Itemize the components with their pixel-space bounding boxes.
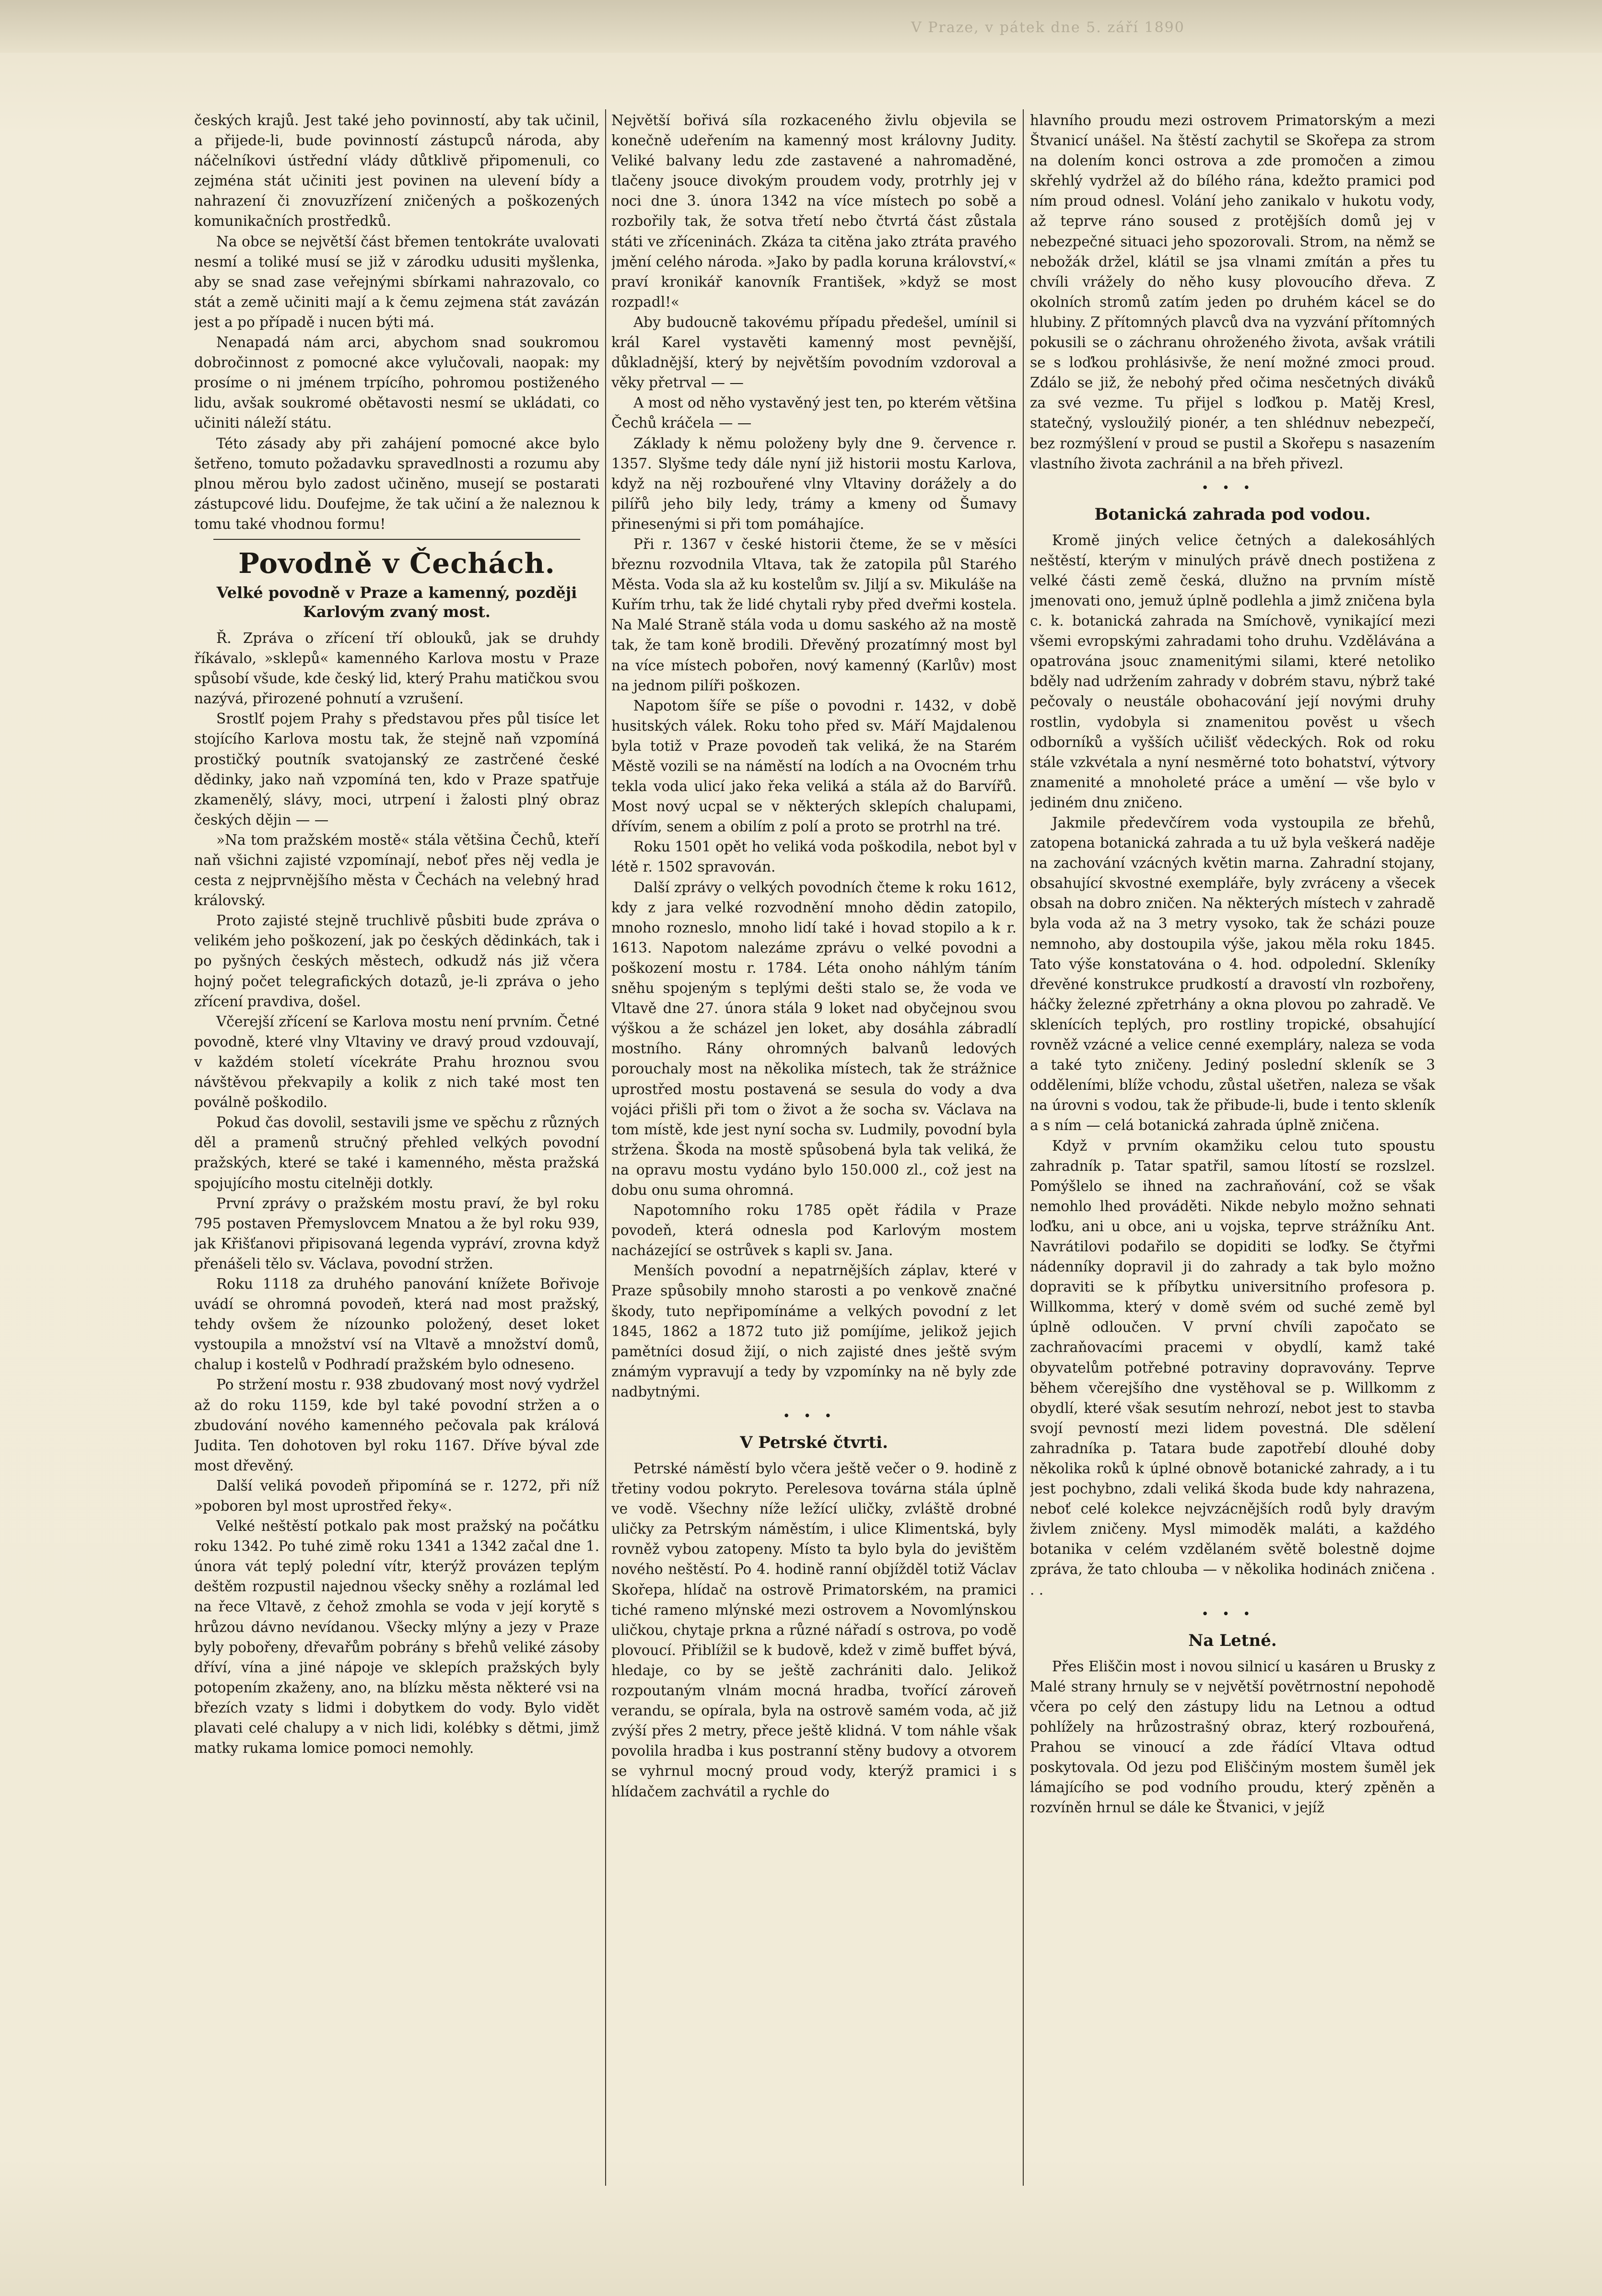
paragraph: Srostlť pojem Prahy s představou přes půl tisíce let stojícího Karlova mostu tak, že stejně naň vzpomíná prostičký poutník svatojanský ze zastrčené české dědinky, jako naň vzpomíná ten, kdo v Praze spatřuje zkamenělý, slávy, moci, utrpení i žalosti plný obraz českých dějin — — (194, 711, 599, 828)
paragraph: Napotom šíře se píše o povodni r. 1432, v době husitských válek. Roku toho před sv. Máří Majdalenou byla totiž v Praze povodeň tak veliká, že na Starém Městě vozili se na náměstí na lodích a na Ovocném trhu tekla voda ulicí jako řeka veliká a stála až do Barvířů. Most nový ucpal se v některých sklepích chalupami, dřívím, senem a obilím z polí a proto se protrhl na tré. (611, 697, 1017, 835)
paragraph: Základy k němu položeny byly dne 9. července r. 1357. Slyšme tedy dále nyní již historii mostu Karlova, když na něj rozbouřené vlny Vltaviny dorážely a do pilířů jeho bily ledy, trámy a kmeny od Šumavy přinesenými si při tom pomáhajíce. (611, 435, 1017, 532)
paragraph: »Na tom pražském mostě« stála většina Čechů, kteří naň všichni zajisté vzpomínají, neboť přes něj vedla je cesta z nejprvnějšího města v Čechách na velebný hrad královský. (194, 831, 599, 909)
paragraph: Aby budoucně takovému případu předešel, umínil si král Karel vystavěti kamenný most pevnější, důkladnější, který by největším povodním vzdoroval a věky přetrval — — (611, 314, 1017, 391)
section-ornament: ••• (1201, 480, 1264, 495)
paragraph: Nenapadá nám arci, abychom snad soukromou dobročinnost z pomocné akce vylučovali, naopak: my prosíme o ni jménem trpícího, pohromou postiženého lidu, avšak soukromé obětavosti nesmí se ukládati, co učiniti náleží státu. (194, 334, 599, 431)
paragraph: Ř. Zpráva o zřícení tří oblouků, jak se druhdy říkávalo, »sklepů« kamenného Karlova mostu v Praze spůsobí všude, kde český lid, který Prahu matičkou svou nazývá, přirozené pohnutí a vzrušení. (194, 629, 599, 707)
section-heading: V Petrské čtvrti. (740, 1433, 888, 1452)
article-subheadline: Velké povodně v Praze a kamenný, později Karlovým zvaný most. (216, 583, 577, 621)
paragraph: Této zásady aby při zahájení pomocné akce bylo šetřeno, tomuto požadavku spravedlnosti a rozumu aby plnou měrou bylo zadost učiněno, musejí se postarati zástupcové lidu. Doufejme, že tak učiní a že naleznou k tomu také vhodnou formu! (194, 435, 599, 532)
column-rule (605, 109, 606, 2186)
bleed-through-header: V Praze, v pátek dne 5. září 1890 (911, 19, 1185, 36)
paragraph: Když v prvním okamžiku celou tuto spoustu zahradník p. Tatar spatřil, samou lítostí se rozslzel. Pomýšlelo se ihned na zachraňování, což se však nemohlo lhed prováděti. Nikde nebylo možno sehnati loďku, ani u obce, ani u vojska, teprve strážníku Ant. Navrátilovi podařilo se dopiditi se loďky. Se čtyřmi nádenníky dopravil ji do zahrady a tak bylo možno dopraviti se k příbytku universitního profesora p. Willkomma, který v domě svém od suché země byl úplně odloučen. V první chvíli započato se zachraňovacími pracemi v obydlí, kamž také obyvatelům potřebné potraviny dopravovány. Teprve během včerejšího dne vystěhoval se p. Willkomm z obydlí, které však sesutím nehrozí, nebot jest to stavba svojí pevností mezi lidem povestná. Dle sdělení zahradníka p. Tatara bude zapotřebí dlouhé doby několika roků k úplné obnově botanické zahrady, a i tu jest pochybno, zdali veliká škoda bude kdy nahrazena, neboť celé kolekce nejvzácnějších rodů byly dravým živlem zničeny. Mysl mimoděk maláti, a každého botanika v celém vzdělaném světě bolestně dojme zpráva, že tato chlouba — v několika hodinách zničena . . . (1030, 1137, 1435, 1598)
page-top-edge (0, 0, 1602, 53)
paragraph: A most od něho vystavěný jest ten, po kterém většina Čechů kráčela — — (611, 395, 1017, 431)
paragraph: Menších povodní a nepatrnějších záplav, které v Praze spůsobily mnoho starosti a po venkově značné škody, tuto nepřipomínáme a velkých povodní z let 1845, 1862 a 1872 tuto již pomíjíme, jelikož jejich pamětníci dosud žijí, o nich zajisté dnes ještě svým známým vypravují a tedy by vzpomínky na ně byly zde nadbytnými. (611, 1262, 1017, 1400)
paragraph: Petrské náměstí bylo včera ještě večer o 9. hodině z třetiny vodou pokryto. Perelesova továrna stála úplně ve vodě. Všechny níže ležící uličky, zvláště drobné uličky za Petrským náměstím, i ulice Klimentská, byly rovněž vybou zatopeny. Místo ta bylo byla do jevištěm nového neštěstí. Po 4. hodině ranní objížděl totiž Václav Skořepa, hlídač na ostrově Primatorském, na pramici tiché rameno mlýnské mezi ostrovem a Novomlýnskou uličkou, chytaje prkna a různé nářadí s ostrova, po vodě plovoucí. Přiblížil se k budově, kdež v zimě buffet bývá, hledaje, co by se ještě zachrániti dalo. Jelikož rozpoutaným vlnám mocná hradba, tvořící zároveň verandu, se opírala, byla na ostrově samém voda, ač již zvýší přes 2 metry, přece ještě klidná. V tom náhle však povolila hradba i kus postranní stěny budovy a otvorem se vyhrnul mocný proud vody, kterýž pramici i s hlídačem zachvátil a rychle do (611, 1460, 1017, 1800)
section-ornament: ••• (1201, 1607, 1264, 1621)
paragraph: Přes Eliščin most i novou silnicí u kasáren u Brusky z Malé strany hrnuly se v největší povětrnostní nepohodě včera po celý den zástupy lidu na Letnou a odtud pohlížely na hrůzostrašný obraz, který rozbouřená, Prahou se vinoucí a zde řádící Vltava odtud poskytovala. Od jezu pod Eliščiným mostem šuměl jek lámajícího se pod vodního proudu, který zpěněn a rozvíněn hrnul se dále ke Štvanici, v jejíž (1030, 1658, 1435, 1816)
column-2 (611, 110, 1017, 2191)
paragraph: První zprávy o pražském mostu praví, že byl roku 795 postaven Přemyslovcem Mnatou a že byl roku 939, jak Křišťanovi připisovaná legenda vypráví, zrovna když přenášeli tělo sv. Václava, povodní stržen. (194, 1195, 599, 1272)
column-rule (1023, 109, 1024, 2186)
column-3 (1030, 110, 1435, 2191)
paragraph: Roku 1501 opět ho veliká voda poškodila, nebot byl v létě r. 1502 spravován. (611, 839, 1017, 875)
paragraph: Na obce se největší část břemen tentokráte uvalovati nesmí a toliké musí se již v zárodku udusiti myšlenka, aby se snad zase veřejnými sbírkami nahrazovalo, co stát a země učiniti mají a k čemu zejmena stát zavázán jest a po případě i nucen býti má. (194, 233, 599, 330)
paragraph: Kromě jiných velice četných a dalekosáhlých neštěstí, kterým v minulých právě dnech postižena z velké části země česká, dlužno na prvním místě jmenovati ono, jemuž úplně podlehla a jimž zničena byla c. k. botanická zahrada na Smíchově, vynikající mezi všemi evropskými zahradami toho druhu. Vzdělávána a opatrována jsouc znamenitými silami, které netoliko bděly nad udržením zahrady v dobrém stavu, nýbrž také pečovaly o neustále obohacování její novými druhy rostlin, vydobyla si znamenitou pověst u všech odborníků a vyšších učilišť vědeckých. Rok od roku stále vzkvétala a nyní nesměrné toto bohatství, výtvory znamenité a mnoholeté práce a umění — vše bylo v jediném dnu zničeno. (1030, 532, 1435, 811)
paragraph: Jakmile předevčírem voda vystoupila ze břehů, zatopena botanická zahrada a tu už byla veškerá naděje na zachování vzácných květin marna. Zahradní stojany, obsahující skvostné exempláře, byly zvráceny a všecek obsah na dobro zničen. Na některých místech v zahradě byla voda až na 3 metry vysoko, tak že scházi pouze nemnoho, aby dostoupila výše, jakou měla roku 1845. Tato výše konstatována o 4. hod. odpolední. Skleníky dřevěné konstrukce prudkostí a dravostí vln rozbořeny, háčky železné zpřetrhány a okna plovou po zahradě. Ve sklenících teplých, pro rostliny tropické, obsahující rovněž vzácné a velice cenné exempláry, naleza se voda a také tyto zničeny. Jediný poslední skleník se 3 odděleními, blíže vchodu, zůstal ušetřen, naleza se však na úrovni s vodou, tak že přibude-li, bude i tento skleník a s ním — celá botanická zahrada úplně zničena. (1030, 815, 1435, 1134)
paragraph: Pokud čas dovolil, sestavili jsme ve spěchu z různých děl a pramenů stručný přehled velkých povodní pražských, které se také i kamenného, města pražská spojujícího mostu citelněji dotkly. (194, 1114, 599, 1191)
paragraph: Při r. 1367 v české historii čteme, že se v měsíci březnu rozvodnila Vltava, tak že zatopila půl Starého Města. Voda sla až ku kostelům sv. Jiljí a sv. Mikuláše na Kuřím trhu, tak že lidé chytali ryby před dveřmi kostela. Na Malé Straně stála voda u domu saského až na mostě tak, že tam koně brodili. Dřevěný prozatímný most byl na více místech pobořen, nový kamenný (Karlův) most na jednom pilíři poškozen. (611, 536, 1017, 694)
paragraph: Včerejší zřícení se Karlova mostu není prvním. Četné povodně, které vlny Vltaviny ve dravý proud vzdouvají, v každém století vícekráte Prahu hroznou svou návštěvou překvapily a kolik z nich také most ten poválně poškodilo. (194, 1013, 599, 1111)
paragraph: Další veliká povodeň připomíná se r. 1272, při níž »poboren byl most uprostřed řeky«. (194, 1477, 599, 1514)
paragraph: Po stržení mostu r. 938 zbudovaný most nový vydržel až do roku 1159, kde byl také povodní stržen a o zbudování nového kamenného pečovala pak králová Judita. Ten dohotoven byl roku 1167. Dříve býval zde most dřevěný. (194, 1376, 599, 1474)
paragraph: Proto zajisté stejně truchlivě půsbiti bude zpráva o velikém jeho poškození, jak po českých dědinkách, tak i po pyšných českých městech, odkudž nás již včera hojný počet telegrafických dotazů, je-li zpráva o jeho zřícení pravdiva, došel. (194, 912, 599, 1010)
section-ornament: ••• (783, 1409, 845, 1423)
paragraph: českých krajů. Jest také jeho povinností, aby tak učinil, a přijede-li, bude povinností zástupců národa, aby náčelníkovi ústřední vlády důtklivě připomenuli, co zejména stát učiniti jest povinen na ulevení bídy a nahrazení či znovuzřízení zničených a poškozených komunikačních prostředků. (194, 112, 599, 230)
paragraph: Roku 1118 za druhého panování knížete Bořivoje uvádí se ohromná povodeň, která nad most pražský, tehdy ovšem že nízounko položený, deset loket vystoupila a množství vsí na Vltavě a množství domů, chalup i kostelů v Podhradí pražském bylo odneseno. (194, 1275, 599, 1373)
paragraph: Napotomního roku 1785 opět řádila v Praze povodeň, která odnesla pod Karlovým mostem nacházející se ostrůvek s kapli sv. Jana. (611, 1202, 1017, 1259)
article-headline: Povodně v Čechách. (238, 547, 555, 580)
section-heading: Na Letné. (1188, 1631, 1277, 1650)
paragraph: hlavního proudu mezi ostrovem Primatorským a mezi Štvanicí unášel. Na štěstí zachytil se Skořepa za strom na dolením konci ostrova a zde promočen a zimou skřehlý vydržel až do bílého rána, kdežto pramici pod ním proud odnesl. Volání jeho zanikalo v hukotu vody, až teprve ráno soused z protějších domů jej v nebezpečné situaci jeho spozorovali. Strom, na němž se nebožák držel, klátil se jsa vlnami zmítán a přes tu chvíli vrážely do něho kusy plovoucího dřeva. Z okolních stromů zatím jeden po druhém kácel se do hlubiny. Z přítomných plavců dva na vyzvání přítomných pokusili se o záchranu ohroženého života, avšak vrátili se s loďkou prohlásivše, že není možné zmoci proud. Zdálo se již, že nebohý před očima nesčetných diváků za své vezme. Tu přijel s loďkou p. Matěj Kresl, statečný, vysloužilý pionér, a ten shlédnuv nebezpečí, bez rozmýšlení v proud se pustil a Skořepu s nasazením vlastního života zachránil a na břeh přivezl. (1030, 112, 1435, 472)
section-divider (213, 539, 580, 540)
paragraph: Velké neštěstí potkalo pak most pražský na počátku roku 1342. Po tuhé zimě roku 1341 a 1342 začal dne 1. února vát teplý polední vítr, kterýž provázen teplým deštěm rozpustil najednou všecky sněhy a rozlámal led na řece Vltavě, z čehož zmohla se voda v její korytě s hrůzou dávno nevídanou. Všecky mlýny a jezy v Praze byly pobořeny, dřevařům pobrány s břehů veliké zásoby dříví, vína a jiné nápoje ve sklepích pražských byly potopením zkaženy, ano, na blízku města některé vsi na březích vzaty s lidmi i dobytkem do vody. Bylo vidět plavati celé chalupy a v nich lidi, kolébky s dětmi, jimž matky rukama lomice pomoci nemohly. (194, 1518, 599, 1757)
paragraph: Další zprávy o velkých povodních čteme k roku 1612, kdy z jara velké rozvodnění mnoho dědin zatopilo, mnoho rozneslo, mnoho lidí také i hovad stopilo a k r. 1613. Napotom nalezáme zprávu o velké povodni a poškození mostu r. 1784. Léta onoho náhlým táním sněhu spojeným s teplými dešti stalo se, že voda ve Vltavě dne 27. února stála 9 loket nad obyčejnou svou výškou a že scházel jen loket, aby dosáhla zábradlí mostního. Rány ohromných balvanů ledových porouchaly most na několika místech, tak že strážnice uprostřed mostu postavená se sesula do vody a dva vojáci přišli při tom o život a že socha sv. Václava na tom místě, kde jest nyní socha sv. Ludmily, povodní byla stržena. Škoda na mostě spůsobená byla tak veliká, že na opravu mostu vydáno bylo 150.000 zl., což jest na dobu onu suma ohromná. (611, 879, 1017, 1198)
paragraph: Největší bořivá síla rozkaceného živlu objevila se konečně udeřením na kamenný most královny Judity. Veliké balvany ledu zde zastavené a nahromaděné, tlačeny jsouce divokým proudem vody, protrhly jej v noci dne 3. února 1342 na více místech po sobě a rozbořily tak, že sotva třetí nebo čtvrtá část zůstala státi ve zříceninách. Zkáza ta citěna jako ztráta pravého jmění celého národa. »Jako by padla koruna království,« praví kronikář kanovník František, »když se most rozpadl!« (611, 112, 1017, 310)
section-heading: Botanická zahrada pod vodou. (1094, 504, 1371, 524)
column-1 (194, 110, 599, 2191)
